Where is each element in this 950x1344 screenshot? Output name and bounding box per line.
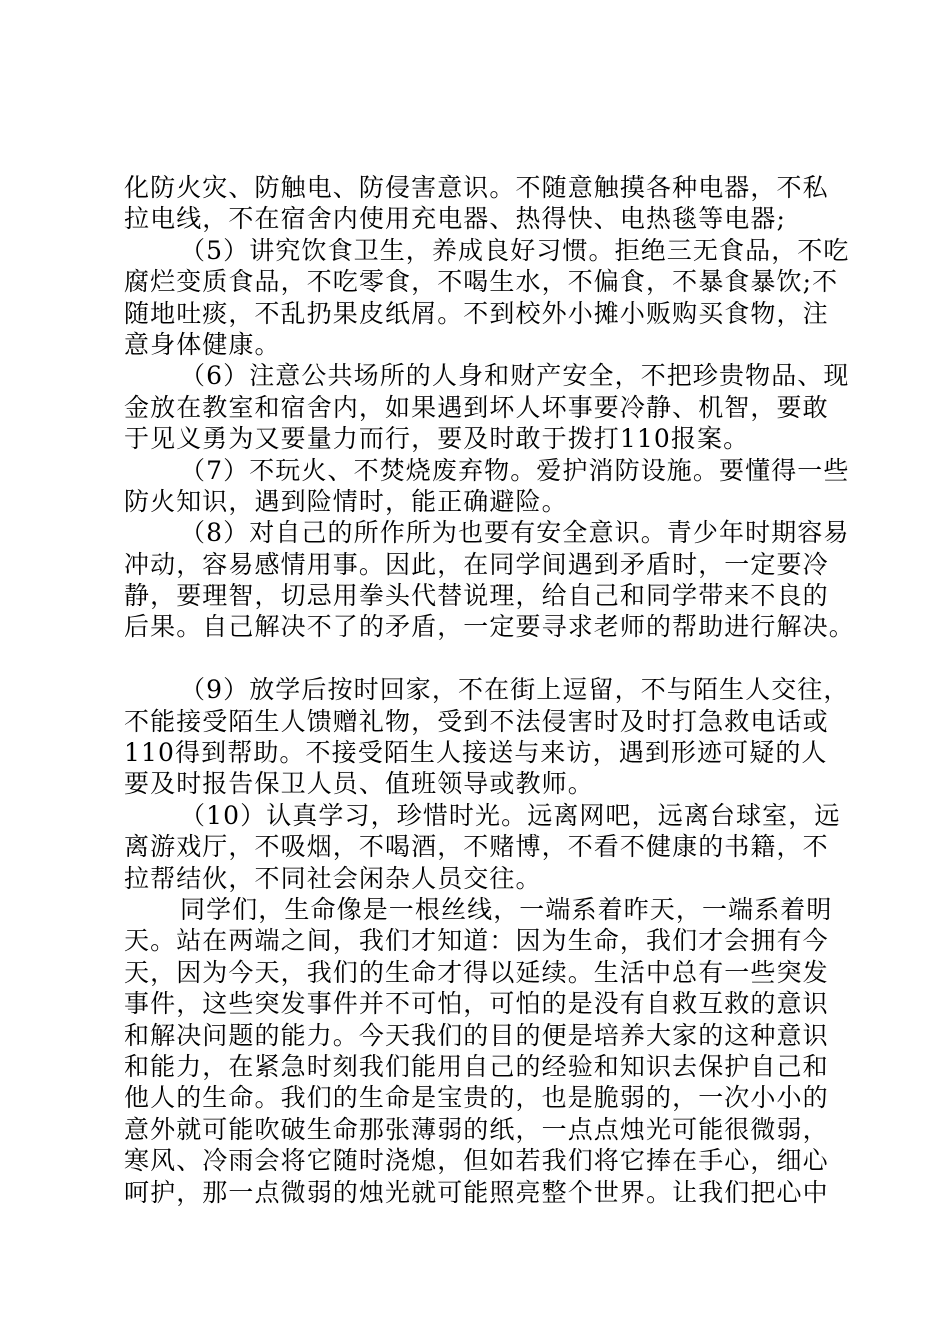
text-line: 拉电线，不在宿舍内使用充电器、热得快、电热毯等电器; [124, 204, 787, 234]
text-line: 意身体健康。 [124, 329, 281, 359]
blank-line [124, 643, 844, 674]
text-line: 冲动，容易感情用事。因此，在同学间遇到矛盾时，一定要冷 [124, 549, 829, 579]
text-line: 静，要理智，切忌用拳头代替说理，给自己和同学带来不良的 [124, 581, 829, 611]
text-line: 和能力，在紧急时刻我们能用自己的经验和知识去保护自己和 [124, 1051, 829, 1081]
text-line: 呵护，那一点微弱的烛光就可能照亮整个世界。让我们把心中 [124, 1177, 829, 1207]
text-line: 他人的生命。我们的生命是宝贵的，也是脆弱的，一次小小的 [124, 1083, 829, 1113]
text-line: 意外就可能吹破生命那张薄弱的纸，一点点烛光可能很微弱， [124, 1114, 829, 1144]
text-line: 拉帮结伙，不同社会闲杂人员交往。 [124, 863, 542, 893]
paragraph-9-start: （9）放学后按时回家，不在街上逗留，不与陌生人交往， [180, 675, 850, 705]
text-line: 防火知识，遇到险情时，能正确避险。 [124, 486, 568, 516]
document-body [124, 172, 855, 1208]
paragraph-10-start: （10）认真学习，珍惜时光。远离网吧，远离台球室，远 [180, 800, 841, 830]
text-line: 后果。自己解决不了的矛盾，一定要寻求老师的帮助进行解决。 [124, 612, 855, 642]
text-line: 腐烂变质食品，不吃零食，不喝生水，不偏食，不暴食暴饮;不 [124, 267, 839, 297]
text-line: 化防火灾、防触电、防侵害意识。不随意触摸各种电器，不私 [124, 173, 829, 202]
paragraph-5-start: （5）讲究饮食卫生，养成良好习惯。拒绝三无食品，不吃 [180, 235, 850, 265]
text-line: 110得到帮助。不接受陌生人接送与来访，遇到形迹可疑的人 [124, 738, 828, 768]
text-line: 要及时报告保卫人员、值班领导或教师。 [124, 769, 594, 799]
text-line: 不能接受陌生人馈赠礼物，受到不法侵害时及时打急救电话或 [124, 706, 829, 736]
text-line: 天。站在两端之间，我们才知道：因为生命，我们才会拥有今 [124, 926, 829, 956]
text-line: 金放在教室和宿舍内，如果遇到坏人坏事要冷静、机智，要敢 [124, 392, 829, 422]
text-line: 离游戏厅，不吸烟，不喝酒，不赌博，不看不健康的书籍，不 [124, 832, 829, 862]
paragraph-8-start: （8）对自己的所作所为也要有安全意识。青少年时期容易 [180, 518, 850, 548]
text-line: 天，因为今天，我们的生命才得以延续。生活中总有一些突发 [124, 957, 829, 987]
text-line: 事件，这些突发事件并不可怕，可怕的是没有自救互救的意识 [124, 989, 829, 1019]
text-line: 寒风、冷雨会将它随时浇熄，但如若我们将它捧在手心，细心 [124, 1146, 829, 1176]
closing-paragraph-start: 同学们，生命像是一根丝线，一端系着昨天，一端系着明 [180, 894, 833, 924]
text-line: 于见义勇为又要量力而行，要及时敢于拨打110报案。 [124, 424, 750, 454]
paragraph-7-start: （7）不玩火、不焚烧废弃物。爱护消防设施。要懂得一些 [180, 455, 850, 485]
paragraph-6-start: （6）注意公共场所的人身和财产安全，不把珍贵物品、现 [180, 361, 850, 391]
text-line: 随地吐痰，不乱扔果皮纸屑。不到校外小摊小贩购买食物，注 [124, 298, 829, 328]
text-line: 和解决问题的能力。今天我们的目的便是培养大家的这种意识 [124, 1020, 829, 1050]
